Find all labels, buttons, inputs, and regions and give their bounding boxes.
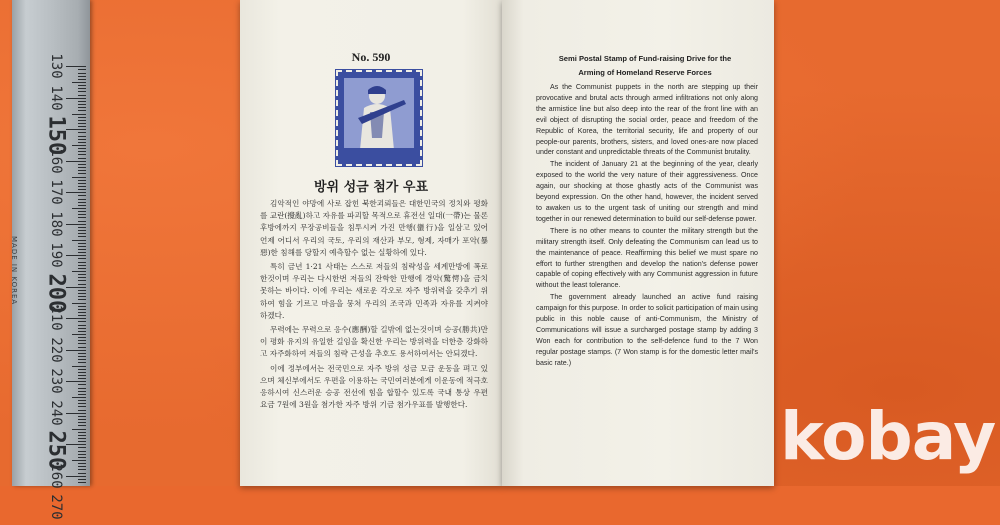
ruler-tick [78, 469, 86, 470]
ruler-tick [78, 95, 86, 96]
ruler-tick [78, 158, 86, 159]
ruler-tick [78, 328, 86, 329]
ruler-tick [78, 372, 86, 373]
korean-paragraph: 이에 정부에서는 전국민으로 자주 방위 성금 모금 운동을 펴고 있으며 체신부에서도 우편을 이용하는 국민여러분에게 이운동에 적극호응하시여 신스러운 승공 전선에 힘을 합할수 있도록 국내 통상 우편 요금 7원에 3원을 첨가한 자주 방위 기금 첨가우표를 발행한다. [260, 363, 488, 410]
ruler-tick [72, 145, 86, 146]
ruler-number: 170 [48, 179, 64, 205]
ruler-tick [72, 177, 86, 178]
ruler-tick [78, 199, 86, 200]
ruler-tick [78, 347, 86, 348]
ruler-tick [78, 451, 86, 452]
ruler-number: 200 [43, 273, 69, 313]
ruler-tick [66, 350, 86, 351]
ruler-tick [78, 378, 86, 379]
ruler-tick [66, 129, 86, 130]
ruler-tick [78, 221, 86, 222]
ruler-tick [78, 246, 86, 247]
ruler-tick [78, 85, 86, 86]
ruler-tick [66, 66, 86, 67]
ruler-number: 180 [48, 211, 64, 237]
postage-stamp-image [336, 70, 422, 166]
ruler-tick [78, 416, 86, 417]
ruler-tick [78, 189, 86, 190]
ruler-tick [78, 268, 86, 269]
ruler-tick [78, 265, 86, 266]
korean-paragraph: 특히 금년 1·21 사태는 스스로 저들의 침략성을 세계만방에 폭로한것이며 우리는 다시한번 저들의 잔학한 만행에 경악(驚愕)을 금치 못하는 바이다. 이에 우리는 새로운 각오로 자주 방위력을 갖추기 위하여 힘을 기르고 마음을 뭉쳐 우리의 조국과 민족과 자유를 지켜야 하겠다. [260, 262, 488, 320]
ruler-tick [78, 306, 86, 307]
ruler-tick [72, 114, 86, 115]
ruler-number: 220 [48, 337, 64, 363]
ruler-tick [66, 476, 86, 477]
ruler-tick [78, 325, 86, 326]
ruler-tick [78, 466, 86, 467]
ruler-tick [78, 362, 86, 363]
ruler-tick [66, 161, 86, 162]
english-paragraph: The incident of January 21 at the beginning of the year, clearly exposed to the world the very nature of their aggressiveness. Once again, our shocking at those ghastly acts of the Communist was beyond expression. On the other hand, however, the incident served to awaken us to the urgent task of uniting our strength and mind together in our renewed determination to build our self-defense power. [536, 160, 758, 223]
ruler-tick [78, 154, 86, 155]
ruler-number: 230 [48, 368, 64, 394]
ruler-tick [78, 299, 86, 300]
ruler-tick [78, 262, 86, 263]
ruler-tick [78, 104, 86, 105]
ruler-tick [78, 123, 86, 124]
ruler-tick [78, 337, 86, 338]
ruler-tick [78, 482, 86, 483]
ruler-tick [72, 429, 86, 430]
issue-number: No. 590 [351, 50, 391, 64]
english-title [520, 52, 770, 80]
ruler-tick [78, 356, 86, 357]
english-paragraph: The government already launched an active fund raising campaign for this purpose. In order to solicit participation of main using public in this noble cause of anti-Communism, the Ministry of Communications will issue a surcharged postage stamp by adding 3 Won each for contribution to the self-defence fund to the 7 Won regular postage stamps. (7 Won stamp is for the domestic letter mail's basic rate.) [536, 293, 758, 367]
ruler-number: 190 [48, 242, 64, 268]
ruler-tick [78, 457, 86, 458]
ruler-tick [78, 479, 86, 480]
ruler-tick [78, 205, 86, 206]
ruler-tick [78, 170, 86, 171]
ruler-tick [72, 397, 86, 398]
ruler-tick [78, 284, 86, 285]
ruler-tick [72, 460, 86, 461]
ruler-tick [78, 403, 86, 404]
ruler-tick [78, 353, 86, 354]
ruler-tick [78, 91, 86, 92]
english-title-line-1: Semi Postal Stamp of Fund-raising Drive for the [558, 54, 732, 63]
ruler-number: 270 [48, 494, 64, 520]
english-body [536, 82, 758, 370]
ruler-tick [78, 148, 86, 149]
ruler-tick [78, 400, 86, 401]
metal-ruler [10, 0, 90, 520]
ruler-tick [78, 369, 86, 370]
ruler-number: 260 [48, 463, 64, 489]
ruler-tick [78, 315, 86, 316]
ruler-tick [78, 76, 86, 77]
ruler-tick [78, 136, 86, 137]
ruler-number: 210 [48, 305, 64, 331]
ruler-tick [78, 69, 86, 70]
ruler-number: 130 [48, 53, 64, 79]
ruler-tick [78, 343, 86, 344]
ruler-tick [78, 321, 86, 322]
ruler-tick [66, 381, 86, 382]
ruler-tick [78, 454, 86, 455]
ruler-tick [78, 422, 86, 423]
ruler-tick [78, 167, 86, 168]
ruler-tick [72, 334, 86, 335]
ruler-tick [78, 227, 86, 228]
ruler-tick [72, 271, 86, 272]
ruler-tick [78, 394, 86, 395]
ruler-tick [78, 195, 86, 196]
ruler-tick [78, 151, 86, 152]
ruler-tick [66, 318, 86, 319]
ruler-tick [72, 82, 86, 83]
ruler-tick [78, 438, 86, 439]
ruler-tick [78, 410, 86, 411]
ruler-tick [78, 391, 86, 392]
stamp-artwork [344, 78, 414, 158]
ruler-tick [72, 240, 86, 241]
ruler-tick [78, 312, 86, 313]
ruler-tick [66, 224, 86, 225]
ruler-tick [78, 463, 86, 464]
ruler-tick [78, 217, 86, 218]
ruler-tick [78, 252, 86, 253]
ruler-tick [78, 101, 86, 102]
ruler-tick [78, 107, 86, 108]
ruler-tick [72, 208, 86, 209]
ruler-tick [78, 73, 86, 74]
ruler-tick [78, 309, 86, 310]
ruler-tick [78, 88, 86, 89]
ruler-tick [78, 331, 86, 332]
ruler-number: 240 [48, 400, 64, 426]
ruler-number: 250 [43, 430, 69, 471]
ruler-tick [72, 366, 86, 367]
ruler-tick [78, 110, 86, 111]
ruler-tick [78, 142, 86, 143]
ruler-tick [78, 290, 86, 291]
ruler-tick [78, 419, 86, 420]
ruler-tick [78, 473, 86, 474]
soldier-icon [344, 78, 414, 158]
ruler-tick [78, 132, 86, 133]
english-paragraph: There is no other means to counter the military strength but the military strength itself. Only defeating the Communism can lead us to the maintenance of peace. Reaffirming this belief we must spare no effort to further strengthen and develop the nation's defense power capable of coping effectively with any Communist aggression in future without the least tolerance. [536, 226, 758, 290]
korean-paragraph: 김악적인 야망에 사로 잡힌 북한괴뢰들은 대한민국의 정치와 평화를 교란(攪亂)하고 자유를 파괴할 목적으로 휴전선 일대(一帶)는 물론 후방에까지 무장공비들을 침투시켜 가진 만행(蠻行)을 일삼고 있어 언제 어디서 우리의 국토, 우리의 재산과 부모, 형제, 자매가 포악(暴惡)한 침해를 당할지 예측할수 없는 실황하에 있다. [260, 199, 488, 257]
ruler-tick [66, 98, 86, 99]
ruler-tick [78, 447, 86, 448]
ruler-tick [78, 425, 86, 426]
ruler-tick [78, 249, 86, 250]
ruler-tick [78, 214, 86, 215]
ruler-tick [66, 287, 86, 288]
ruler-tick [78, 202, 86, 203]
ruler-tick [66, 413, 86, 414]
ruler-tick [78, 236, 86, 237]
ruler-tick [78, 120, 86, 121]
ruler-tick [78, 186, 86, 187]
ruler-tick [78, 274, 86, 275]
ruler-tick [78, 406, 86, 407]
ruler-tick [78, 441, 86, 442]
ruler-tick [78, 340, 86, 341]
korean-title: 방위 성금 첨가 우표 [313, 180, 429, 195]
korean-body [260, 198, 488, 413]
ruler-tick [78, 79, 86, 80]
ruler-tick [66, 444, 86, 445]
ruler-tick [78, 384, 86, 385]
ruler-tick [78, 164, 86, 165]
english-title-line-2: Arming of Homeland Reserve Forces [578, 68, 712, 77]
ruler-tick [78, 435, 86, 436]
ruler-tick [78, 173, 86, 174]
ruler-tick [78, 211, 86, 212]
ruler-tick [78, 230, 86, 231]
ruler-tick [78, 280, 86, 281]
ruler-tick [78, 375, 86, 376]
ruler-tick [78, 296, 86, 297]
ruler-tick [78, 117, 86, 118]
ruler-tick [78, 388, 86, 389]
ruler-tick [78, 180, 86, 181]
ruler-tick [78, 432, 86, 433]
ruler-tick [78, 243, 86, 244]
ruler-tick [72, 303, 86, 304]
ruler-maker-text: MADE IN KOREA [10, 236, 18, 306]
ruler-tick [78, 293, 86, 294]
ruler-tick [78, 258, 86, 259]
ruler-tick [78, 183, 86, 184]
ruler-tick [78, 359, 86, 360]
ruler-tick [66, 192, 86, 193]
kobay-watermark: kobay [780, 398, 996, 475]
ruler-tick [78, 277, 86, 278]
ruler-tick [78, 139, 86, 140]
ruler-tick [78, 233, 86, 234]
ruler-number: 160 [48, 148, 64, 174]
korean-paragraph: 무력에는 무력으로 응수(應酬)할 길밖에 없는것이며 승공(勝共)만이 평화 유지의 유일한 길임을 확신한 우리는 방위력을 더한층 강화하고 자주화하여 저들의 침략 근성을 추호도 용서하여서는 안되겠다. [260, 325, 488, 359]
ruler-number: 140 [48, 85, 64, 111]
english-paragraph: As the Communist puppets in the north are stepping up their provocative and brutal acts through armed infiltrations not only along the armistice line but also deep into the rear of the front line with an evil object of disrupting the social order, peace and freedom of the Republic of Korea, the territorial security, life and property of our people-our parents, brothers, sisters, and loved ones-are now placed under constant and unpredictable threats of the Communist brutality. [536, 83, 758, 157]
ruler-number: 150 [43, 115, 69, 156]
ruler-tick [78, 126, 86, 127]
ruler-tick [66, 255, 86, 256]
